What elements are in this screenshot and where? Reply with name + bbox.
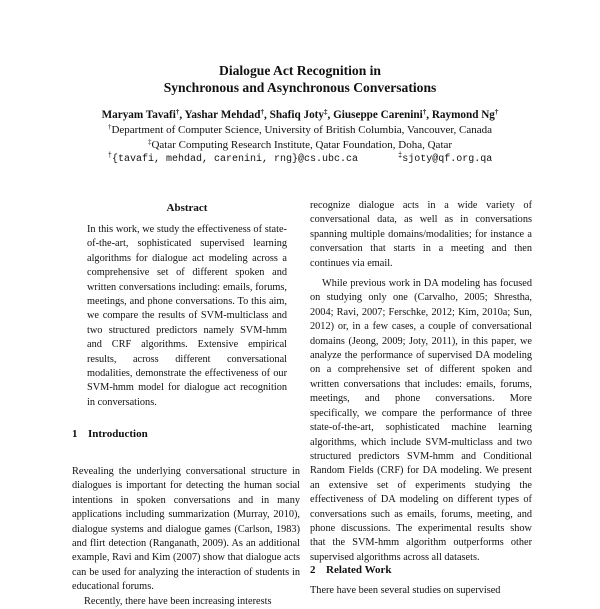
author: Yashar Mehdad†, [184, 108, 270, 121]
email-ubc: {tavafi, mehdad, carenini, rng}@cs.ubc.ca [111, 154, 359, 165]
author: Raymond Ng† [431, 108, 499, 121]
author: Giuseppe Carenini†, [333, 108, 432, 121]
paragraph: There have been several studies on supervised [310, 585, 501, 596]
abstract-heading: Abstract [166, 202, 208, 214]
paragraph: Revealing the underlying conversational structure in dialogues is important for detecting the human social intentions in spoken conversations and in many applications including summarization (Murray, 2010), dialogue systems and dialogue games (Carlson, 1983) and flirt detection (Ranganath, 2009). As an additional example, Ravi and Kim (2007) show that dialogue acts can be used for analyzing the interaction of students in educational forums. [72, 466, 300, 593]
paragraph: Recently, there have been increasing interests [84, 595, 272, 607]
paragraph: While previous work in DA modeling has focused on studying only one (Carvalho, 2005; Shrestha, 2004; Ravi, 2007; Ferschke, 2012; Kim, 2010a; Sun, 2012) or, in a few cases, a couple of conversational domains (Jeong, 2009; Joty, 2011), in this paper, we analyze the performance of supervised DA modeling on a comprehensive set of different spoken and written conversations that includes: emails, forums, meetings, and phone conversations. More specifically, we compare the performance of three state-of-the-art, sophisticated machine learning algorithms, which include SVM-multiclass and two structured predictors SVM-hmm and Conditional Random Fields (CRF) for DA modeling. We present an extensive set of experiments studying the effectiveness of DA modeling on different types of conversations such as emails, forums, meeting, and phone discussions. The experimental results show that the SVM-hmm algorithm outperforms other supervised algorithms across all datasets. [310, 278, 532, 563]
right-column-body [310, 199, 532, 565]
paragraph: recognize dialogue acts in a wide variety of conversational data, as well as in conversations spanning multiple domains/modalities; for instance a conversation that starts in a meeting and then continues via email. [310, 200, 532, 269]
author-list [0, 108, 600, 122]
abstract-text: In this work, we study the effectiveness of state-of-the-art, sophisticated supervised learning algorithms for dialogue act modeling across a comprehensive set of different spoken and written conversations including: emails, forums, meetings, and phone conversations. To this aim, we compare the results of SVM-multiclass and two structured predictors namely SVM-hmm and CRF algorithms. Extensive empirical results, across different conversational modalities, demonstrate the effectiveness of our SVM-hmm model for dialogue act recognition in conversations. [87, 224, 287, 408]
affiliation-qcri: ‡Qatar Computing Research Institute, Qatar Foundation, Doha, Qatar [147, 138, 453, 151]
author: Maryam Tavafi†, [101, 108, 185, 121]
section-heading-introduction: 1 Introduction [72, 428, 148, 440]
section-heading-related-work: 2 Related Work [310, 564, 392, 576]
title-line-1: Dialogue Act Recognition in [219, 63, 381, 78]
author: Shafiq Joty‡, [269, 108, 334, 121]
affiliation-ubc: †Department of Computer Science, University of British Columbia, Vancouver, Canada [107, 123, 493, 136]
author-emails: †{tavafi, mehdad, carenini, rng}@cs.ubc.ca ‡sjoty@qf.org.qa [107, 152, 493, 165]
title-line-2: Synchronous and Asynchronous Conversations [163, 80, 437, 95]
email-qcri: sjoty@qf.org.qa [402, 154, 493, 165]
paper-title [0, 62, 600, 96]
related-work-body [310, 584, 532, 598]
introduction-body [72, 465, 300, 609]
